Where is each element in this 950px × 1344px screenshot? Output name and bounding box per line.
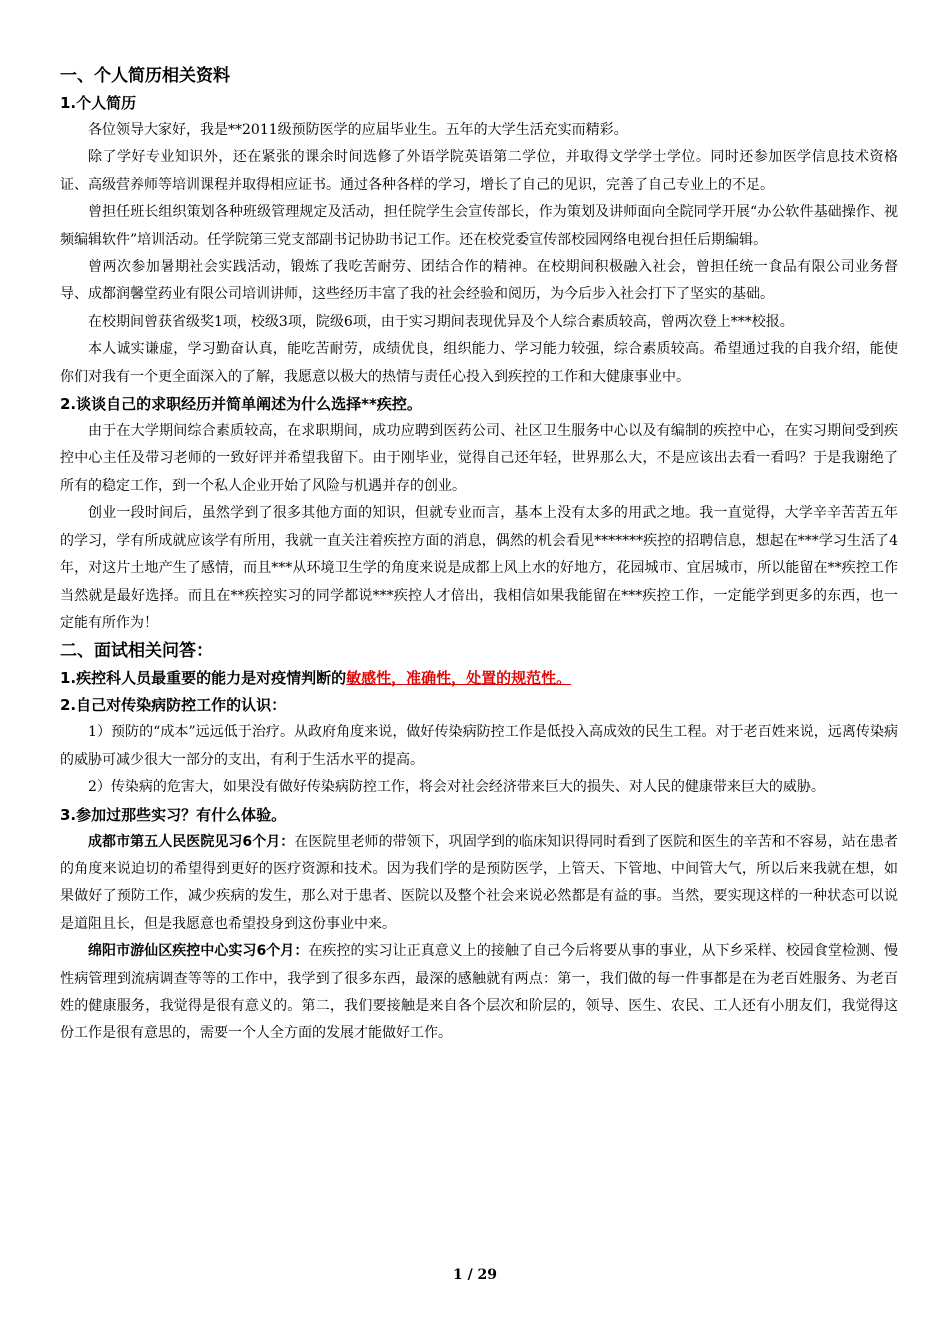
internship-lead: 绵阳市游仙区疾控中心实习6个月： [88,943,309,960]
question-1 [60,665,898,692]
item-title-job-history: 2.谈谈自己的求职经历并简单阐述为什么选择**疾控。 [60,395,422,414]
internship-text: 在疾控的实习让正真意义上的接触了自己今后将要从事的事业，从下乡采样、校园食堂检测、慢性病管理到流病调查等等的工作中，我学到了很多东西，最深的感触就有两点：第一，我们做的每一件事都是在为老百姓服务、为老百姓的健康服务，我觉得是很有意义的。第二，我们要接触是来自各个层次和阶层的，领导、医生、农民、工人还有小朋友们，我觉得这份工作是很有意思的，需要一个人全方面的发展才能做好工作。 [60,943,898,1042]
section-heading-resume: 一、个人简历相关资料 [60,66,230,86]
paragraph: 由于在大学期间综合素质较高，在求职期间，成功应聘到医药公司、社区卫生服务中心以及有编制的疾控中心，在实习期间受到疾控中心主任及带习老师的一致好评并希望我留下。由于刚毕业，觉得自己还年轻，世界那么大，不是应该出去看一看吗？于是我谢绝了所有的稳定工作，到一个私人企业开始了风险与机遇并存的创业。 [60,423,898,494]
item-title-resume: 1.个人简历 [60,94,137,112]
question-2-title: 2.自己对传染病防控工作的认识： [60,696,287,715]
document-page [60,62,898,1048]
question-3-title: 3.参加过那些实习？有什么体验。 [60,805,287,824]
question-1-prefix: 1.疾控科人员最重要的能力是对疫情判断的 [60,669,347,688]
paragraph: 本人诚实谦虚，学习勤奋认真，能吃苦耐劳，成绩优良，组织能力、学习能力较强，综合素质较高。希望通过我的自我介绍，能使你们对我有一个更全面深入的了解，我愿意以极大的热情与责任心投入到疾控的工作和大健康事业中。 [60,341,898,385]
page-number: 1 / 29 [452,1267,498,1283]
question-1-highlight: 敏感性，准确性，处置的规范性。 [346,669,572,688]
section-heading-interview: 二、面试相关问答： [60,641,213,662]
paragraph: 创业一段时间后，虽然学到了很多其他方面的知识，但就专业而言，基本上没有太多的用武之地。我一直觉得，大学辛辛苦苦五年的学习，学有所成就应该学有所用，我就一直关注着疾控方面的消息，偶然的机会看见*******疾控的招聘信息，想起在***学习生活了4年，对这片土地产生了感情，而且***从环境卫生学的角度来说是成都上风上水的好地方，花园城市、宜居城市，所以能留在**疾控工作当然就是最好选择。而且在**疾控实习的同学都说***疾控人才倍出，我相信如果我能留在***疾控工作，一定能学到更多的东西，也一定能有所作为！ [60,505,898,631]
paragraph: 2）传染病的危害大，如果没有做好传染病防控工作，将会对社会经济带来巨大的损失、对人民的健康带来巨大的威胁。 [88,779,825,796]
paragraph: 1）预防的“成本”远远低于治疗。从政府角度来说，做好传染病防控工作是低投入高成效的民生工程。对于老百姓来说，远离传染病的威胁可减少很大一部分的支出，有利于生活水平的提高。 [60,724,898,768]
paragraph: 在校期间曾获省级奖1项，校级3项，院级6项，由于实习期间表现优异及个人综合素质较高，曾两次登上***校报。 [88,313,794,330]
internship-paragraph [60,938,898,1048]
internship-lead: 成都市第五人民医院见习6个月： [88,833,295,850]
paragraph: 除了学好专业知识外，还在紧张的课余时间选修了外语学院英语第二学位，并取得文学学士学位。同时还参加医学信息技术资格证、高级营养师等培训课程并取得相应证书。通过各种各样的学习，增长了自己的见识，完善了自己专业上的不足。 [60,149,898,193]
paragraph: 各位领导大家好，我是**2011级预防医学的应届毕业生。五年的大学生活充实而精彩。 [88,122,628,138]
internship-text: 在医院里老师的带领下，巩固学到的临床知识得同时看到了医院和医生的辛苦和不容易，站在患者的角度来说迫切的希望得到更好的医疗资源和技术。因为我们学的是预防医学，上管天、下管地、中间管大气，所以后来我就在想，如果做好了预防工作，减少疾病的发生，那么对于患者、医院以及整个社会来说必然都是有益的事。当然，要实现这样的一种状态可以说是道阻且长，但是我愿意也希望投身到这份事业中来。 [60,833,898,932]
paragraph: 曾两次参加暑期社会实践活动，锻炼了我吃苦耐劳、团结合作的精神。在校期间积极融入社会，曾担任统一食品有限公司业务督导、成都润馨堂药业有限公司培训讲师，这些经历丰富了我的社会经验和阅历，为今后步入社会打下了坚实的基础。 [60,259,898,303]
internship-paragraph [60,829,898,939]
paragraph: 曾担任班长组织策划各种班级管理规定及活动，担任院学生会宣传部长，作为策划及讲师面向全院同学开展“办公软件基础操作、视频编辑软件”培训活动。任学院第三党支部副书记协助书记工作。还在校党委宣传部校园网络电视台担任后期编辑。 [60,204,898,248]
